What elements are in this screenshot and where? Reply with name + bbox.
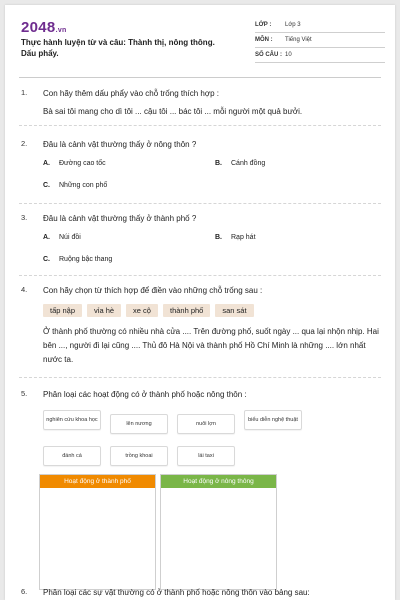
question-number: 3. — [21, 213, 28, 222]
option-c[interactable] — [43, 256, 112, 263]
word-chip[interactable]: thành phố — [163, 304, 210, 317]
question-6 — [21, 587, 381, 598]
option-letter: B. — [215, 234, 222, 241]
question-4 — [21, 285, 381, 367]
question-text: Phân loại các hoạt động có ở thành phố hoặc nông thôn : — [43, 390, 247, 399]
meta-row-count — [255, 48, 385, 63]
meta-key: MÔN : — [255, 37, 273, 43]
option-text: Những con phố — [59, 182, 108, 189]
activity-card[interactable]: nghiên cứu khoa học — [43, 410, 101, 430]
option-letter: B. — [215, 160, 222, 167]
divider — [19, 125, 381, 126]
category-box-city[interactable] — [39, 474, 156, 590]
activity-card[interactable]: đánh cá — [43, 446, 101, 466]
activity-card[interactable]: biểu diễn nghệ thuật — [244, 410, 302, 430]
question-text: Phân loại các sự vật thường có ở thành phố hoặc nông thôn vào bảng sau: — [43, 588, 310, 597]
meta-key: LỚP : — [255, 22, 272, 28]
option-b[interactable] — [215, 234, 256, 241]
option-letter: C. — [43, 256, 50, 263]
option-c[interactable] — [43, 182, 107, 189]
divider — [19, 203, 381, 204]
question-1 — [21, 88, 381, 118]
question-5 — [21, 389, 381, 400]
question-number: 2. — [21, 139, 28, 148]
meta-table — [255, 18, 385, 63]
logo-main: 2048 — [21, 19, 56, 36]
option-text: Ruộng bậc thang — [59, 256, 113, 263]
options — [43, 234, 381, 278]
question-number: 5. — [21, 389, 28, 398]
logo-suffix: .vn — [55, 27, 67, 34]
question-number: 4. — [21, 285, 28, 294]
category-header: Hoạt động ở thành phố — [40, 475, 155, 488]
question-text: Con hãy thêm dấu phẩy vào chỗ trống thích hợp : — [43, 89, 220, 98]
option-text: Núi đồi — [59, 234, 81, 241]
activity-card[interactable]: trồng khoai — [110, 446, 168, 466]
option-letter: A. — [43, 234, 50, 241]
meta-value: 10 — [285, 52, 292, 58]
category-box-countryside[interactable] — [160, 474, 277, 590]
site-logo[interactable] — [21, 19, 67, 36]
question-text: Con hãy chọn từ thích hợp để điền vào những chỗ trống sau : — [43, 286, 263, 295]
worksheet-page — [5, 5, 395, 600]
question-text: Đâu là cảnh vật thường thấy ở nông thôn ? — [43, 140, 197, 149]
option-letter: C. — [43, 182, 50, 189]
page-title: Thực hành luyện từ và câu: Thành thị, nông thông. Dấu phẩy. — [21, 38, 215, 58]
meta-value: Tiếng Việt — [285, 37, 312, 43]
meta-value: Lớp 3 — [285, 22, 301, 28]
question-body: Bà sai tôi mang cho dì tôi ... cậu tôi ... bác tôi ... mỗi người một quả bưởi. — [43, 107, 303, 116]
word-bank — [43, 304, 381, 317]
meta-key: SỐ CÂU : — [255, 52, 282, 58]
option-text: Rạp hát — [231, 234, 256, 241]
options — [43, 160, 381, 204]
category-header: Hoạt động ở nông thông — [161, 475, 276, 488]
option-b[interactable] — [215, 160, 265, 167]
divider — [19, 377, 381, 378]
divider — [19, 275, 381, 276]
option-letter: A. — [43, 160, 50, 167]
meta-row-class — [255, 18, 385, 33]
word-chip[interactable]: xe cộ — [126, 304, 158, 317]
activity-card[interactable]: nuôi lợn — [177, 414, 235, 434]
question-number: 1. — [21, 88, 28, 97]
word-chip[interactable]: tấp nập — [43, 304, 82, 317]
word-chip[interactable]: san sát — [215, 304, 253, 317]
activity-card[interactable]: lái taxi — [177, 446, 235, 466]
question-number: 6. — [21, 587, 28, 596]
meta-row-subject — [255, 33, 385, 48]
option-a[interactable] — [43, 234, 81, 241]
header-divider — [19, 77, 381, 78]
option-text: Cánh đồng — [231, 160, 266, 167]
question-2 — [21, 139, 381, 204]
question-text: Đâu là cảnh vật thường thấy ở thành phố ? — [43, 214, 197, 223]
question-body: Ở thành phố thường có nhiều nhà cửa .... Trên đường phố, suốt ngày ... qua lại nhộn nhịp. Hai bên ..., người đi lại cũng .... Thủ đô Hà Nội và thành phố Hồ Chí Minh là những .... lớn nhất nước ta. — [43, 327, 379, 364]
question-3 — [21, 213, 381, 278]
activity-card[interactable]: lên nương — [110, 414, 168, 434]
word-chip[interactable]: vỉa hè — [87, 304, 121, 317]
option-a[interactable] — [43, 160, 106, 167]
option-text: Đường cao tốc — [59, 160, 106, 167]
